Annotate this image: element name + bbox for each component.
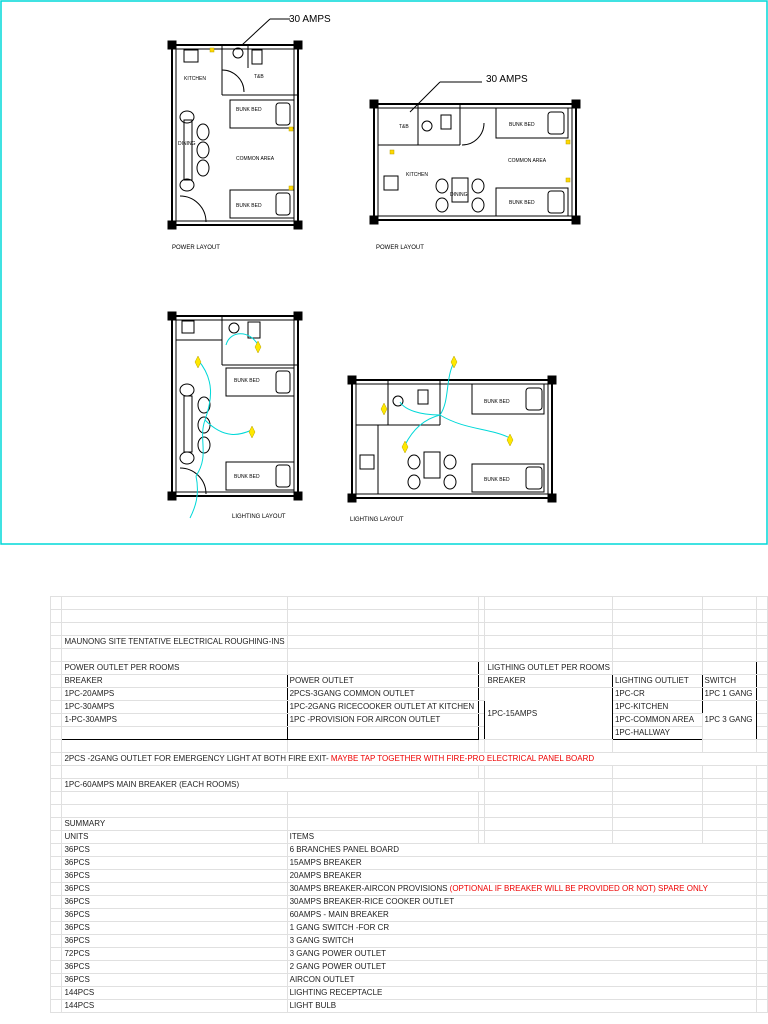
sheet-title: MAUNONG SITE TENTATIVE ELECTRICAL ROUGHING-INS bbox=[62, 636, 287, 649]
lighting-breaker-cell: 1PC-15AMPS bbox=[485, 688, 613, 740]
summary-label: SUMMARY bbox=[62, 818, 287, 831]
tb-label: T&B bbox=[399, 124, 409, 130]
lighting-plan-2 bbox=[348, 376, 556, 502]
emergency-outlet-note: 2PCS -2GANG OUTLET FOR EMERGENCY LIGHT AT BOTH FIRE EXIT- MAYBE TAP TOGETHER WITH FIRE-PRO ELECTRICAL PANEL BOARD bbox=[62, 753, 768, 766]
bunk-bed-label: BUNK BED bbox=[484, 399, 510, 405]
tb-label: T&B bbox=[254, 74, 264, 80]
table-cell: 1PC 1 GANG bbox=[702, 688, 756, 701]
summary-row bbox=[51, 896, 768, 909]
summary-item: 60AMPS - MAIN BREAKER bbox=[287, 909, 756, 922]
summary-units: 36PCS bbox=[62, 896, 287, 909]
summary-item: 6 BRANCHES PANEL BOARD bbox=[287, 844, 756, 857]
summary-units: 36PCS bbox=[62, 935, 287, 948]
summary-units: 36PCS bbox=[62, 922, 287, 935]
table-cell: 1PC-CR bbox=[612, 688, 702, 701]
summary-row bbox=[51, 870, 768, 883]
summary-units: 36PCS bbox=[62, 883, 287, 896]
bunk-bed-label: BUNK BED bbox=[234, 474, 260, 480]
summary-row bbox=[51, 844, 768, 857]
bunk-bed-label: BUNK BED bbox=[236, 203, 262, 209]
summary-item: AIRCON OUTLET bbox=[287, 974, 756, 987]
table-cell: 1PC-20AMPS bbox=[62, 688, 287, 701]
kitchen-label: KITCHEN bbox=[184, 76, 206, 82]
summary-row bbox=[51, 948, 768, 961]
summary-item: LIGHT BULB bbox=[287, 1000, 756, 1013]
common-area-label: COMMON AREA bbox=[236, 156, 275, 162]
summary-item: 2 GANG POWER OUTLET bbox=[287, 961, 756, 974]
summary-row bbox=[51, 922, 768, 935]
summary-col-items: ITEMS bbox=[287, 831, 478, 844]
power-col-outlet: POWER OUTLET bbox=[287, 675, 478, 688]
main-breaker-note: 1PC-60AMPS MAIN BREAKER (EACH ROOMS) bbox=[62, 779, 485, 792]
dining-label: DINING bbox=[178, 141, 196, 147]
table-cell: 1PC-KITCHEN bbox=[612, 701, 702, 714]
summary-row bbox=[51, 974, 768, 987]
table-cell: 1PC-2GANG RICECOOKER OUTLET AT KITCHEN bbox=[287, 701, 478, 714]
lighting-col-switch: SWITCH bbox=[702, 675, 756, 688]
summary-row bbox=[51, 987, 768, 1000]
dining-label: DINING bbox=[450, 192, 468, 198]
summary-row bbox=[51, 1000, 768, 1013]
summary-units: 36PCS bbox=[62, 870, 287, 883]
summary-units: 144PCS bbox=[62, 987, 287, 1000]
summary-col-units: UNITS bbox=[62, 831, 287, 844]
lighting-table-header: LIGTHING OUTLET PER ROOMS bbox=[485, 662, 613, 675]
bunk-bed-label: BUNK BED bbox=[236, 107, 262, 113]
amps-label-2: 30 AMPS bbox=[486, 74, 528, 85]
table-cell: 1PC-COMMON AREA bbox=[612, 714, 702, 727]
lighting-plan-1 bbox=[168, 312, 302, 500]
summary-units: 36PCS bbox=[62, 857, 287, 870]
lighting-layout-label-2: LIGHTING LAYOUT bbox=[350, 517, 404, 523]
summary-row bbox=[51, 935, 768, 948]
kitchen-label: KITCHEN bbox=[406, 172, 428, 178]
bunk-bed-label: BUNK BED bbox=[484, 477, 510, 483]
table-cell: 1PC 3 GANG bbox=[702, 701, 756, 740]
bunk-bed-label: BUNK BED bbox=[509, 122, 535, 128]
summary-row bbox=[51, 909, 768, 922]
bunk-bed-label: BUNK BED bbox=[509, 200, 535, 206]
power-layout-label-2: POWER LAYOUT bbox=[376, 245, 424, 251]
summary-item: 30AMPS BREAKER-RICE COOKER OUTLET bbox=[287, 896, 756, 909]
summary-units: 36PCS bbox=[62, 974, 287, 987]
power-table-header: POWER OUTLET PER ROOMS bbox=[62, 662, 287, 675]
summary-units: 144PCS bbox=[62, 1000, 287, 1013]
table-cell: 2PCS-3GANG COMMON OUTLET bbox=[287, 688, 478, 701]
summary-units: 36PCS bbox=[62, 961, 287, 974]
amps-label-1: 30 AMPS bbox=[289, 14, 331, 25]
summary-item: 1 GANG SWITCH -FOR CR bbox=[287, 922, 756, 935]
lighting-layout-label-1: LIGHTING LAYOUT bbox=[232, 514, 286, 520]
lighting-col-breaker: BREAKER bbox=[485, 675, 613, 688]
summary-item: 20AMPS BREAKER bbox=[287, 870, 756, 883]
summary-item: LIGHTING RECEPTACLE bbox=[287, 987, 756, 1000]
summary-rows bbox=[51, 844, 768, 1013]
summary-row bbox=[51, 857, 768, 870]
summary-units: 36PCS bbox=[62, 844, 287, 857]
table-cell: 1PC-30AMPS bbox=[62, 701, 287, 714]
electrical-spreadsheet bbox=[50, 596, 768, 1013]
summary-item: 3 GANG POWER OUTLET bbox=[287, 948, 756, 961]
bunk-bed-label: BUNK BED bbox=[234, 378, 260, 384]
power-layout-label-1: POWER LAYOUT bbox=[172, 245, 220, 251]
summary-item: 3 GANG SWITCH bbox=[287, 935, 756, 948]
summary-row bbox=[51, 961, 768, 974]
drawing-frame bbox=[1, 1, 767, 544]
power-col-breaker: BREAKER bbox=[62, 675, 287, 688]
summary-item: 15AMPS BREAKER bbox=[287, 857, 756, 870]
summary-row bbox=[51, 883, 768, 896]
table-cell: 1PC-HALLWAY bbox=[612, 727, 702, 740]
power-plan-2 bbox=[370, 82, 580, 224]
common-area-label: COMMON AREA bbox=[508, 158, 547, 164]
summary-units: 36PCS bbox=[62, 909, 287, 922]
lighting-col-outlet: LIGHTING OUTLIET bbox=[612, 675, 702, 688]
power-plan-1 bbox=[168, 19, 302, 229]
table-cell: 1PC -PROVISION FOR AIRCON OUTLET bbox=[287, 714, 478, 727]
summary-item: 30AMPS BREAKER-AIRCON PROVISIONS (OPTIONAL IF BREAKER WILL BE PROVIDED OR NOT) SPARE ONLY bbox=[287, 883, 756, 896]
summary-units: 72PCS bbox=[62, 948, 287, 961]
table-cell: 1-PC-30AMPS bbox=[62, 714, 287, 727]
